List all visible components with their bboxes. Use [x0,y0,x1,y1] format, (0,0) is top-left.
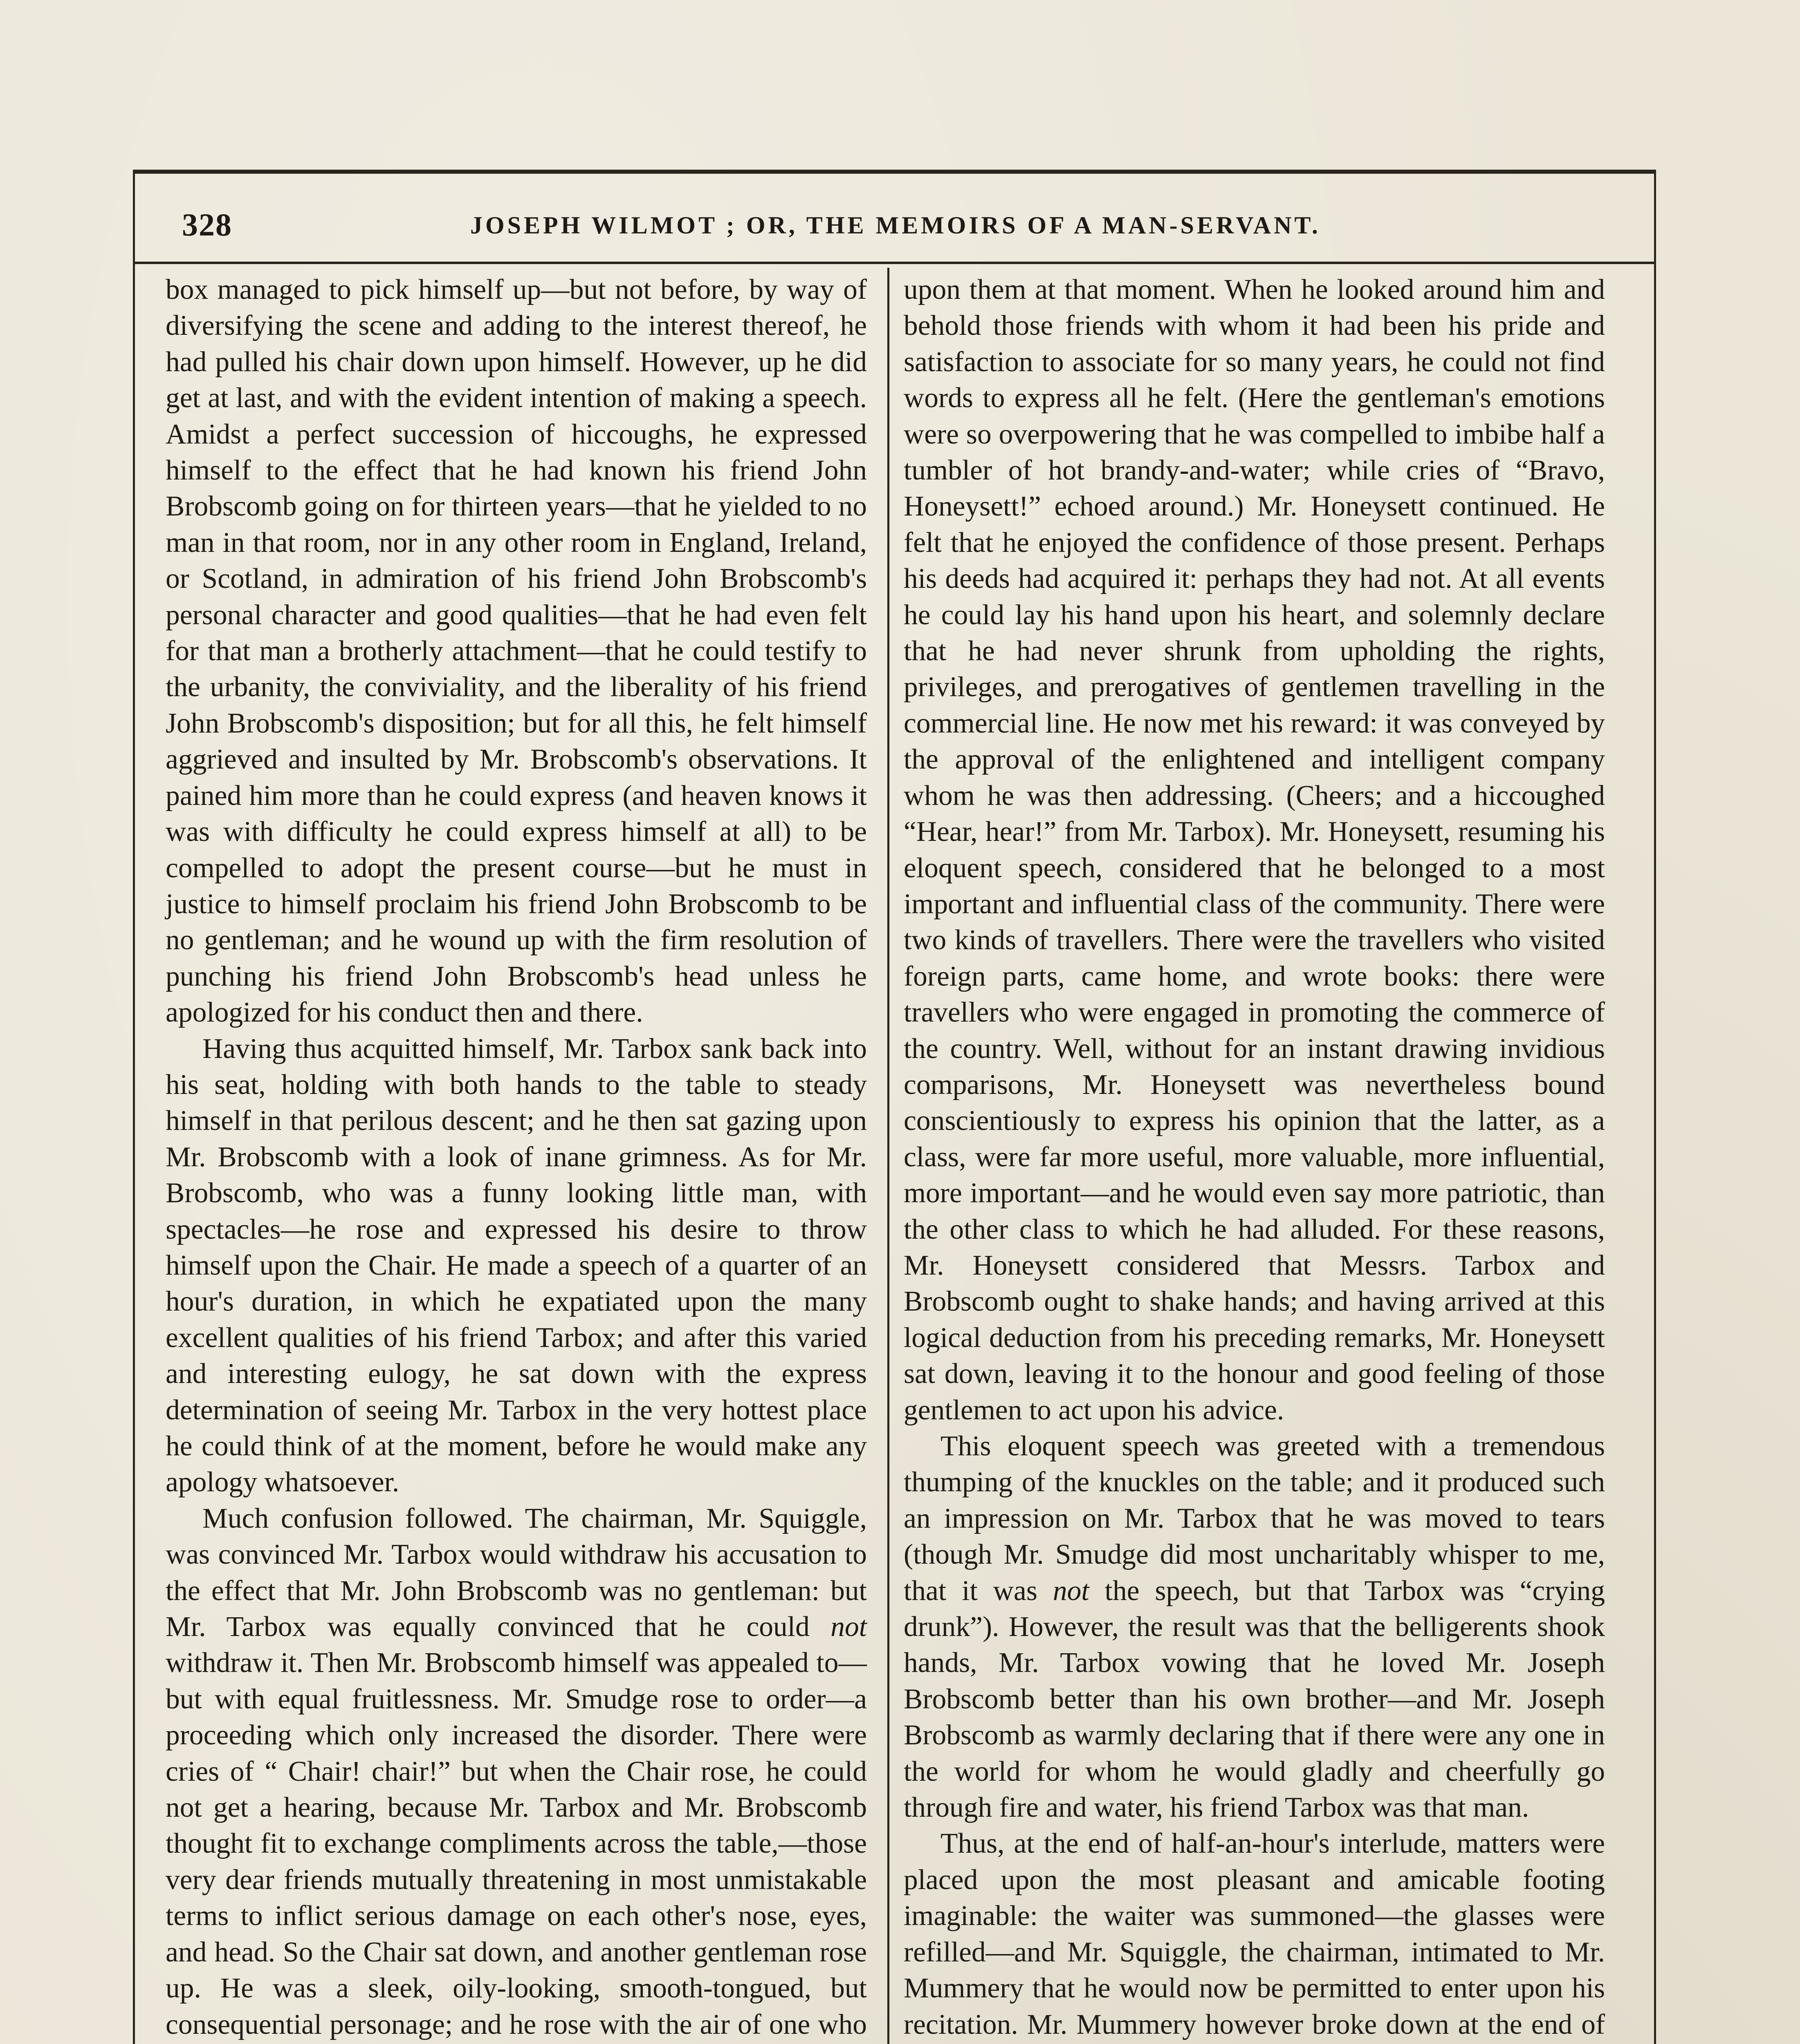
paragraph: box managed to pick himself up—but not before, by way of diversifying the scene and adding to the interest thereof, he had pulled his chair down upon himself. However, up he did get at last, and with the evident intention of making a speech. Amidst a perfect succession of hiccoughs, he expressed himself to the effect that he had known his friend John Brobscomb going on for thirteen years—that he yielded to no man in that room, nor in any other room in England, Ireland, or Scotland, in admiration of his friend John Brobscomb's personal character and good qualities—that he had even felt for that man a brotherly attachment—that he could testify to the urbanity, the conviviality, and the liberality of his friend John Brobscomb's disposition; but for all this, he felt himself aggrieved and insulted by Mr. Brobscomb's observations. It pained him more than he could express (and heaven knows it was with difficulty he could express himself at all) to be compelled to adopt the present course—but he must in justice to himself proclaim his friend John Brobscomb to be no gentleman; and he wound up with the firm resolution of punching his friend John Brobscomb's head unless he apologized for his conduct then and there. [166,274,867,1029]
running-title: JOSEPH WILMOT ; OR, THE MEMOIRS OF A MAN-SERVANT. [470,212,1321,239]
left-column [166,272,867,2044]
running-head [135,206,1654,251]
paragraph [166,1501,867,2044]
right-column [904,272,1605,2044]
emphasis-text: not [1053,1575,1089,1607]
header-rule [135,262,1654,264]
paragraph-text: withdraw it. Then Mr. Brobscomb himself was appealed to—but with equal fruitlessness. Mr. Smudge rose to order—a proceeding which only increased the disorder. There were cries of “ Chair! chair!” but when the Chair rose, he could not get a hearing, because Mr. Tarbox and Mr. Brobscomb thought fit to exchange compliments across the table,—those very dear friends mutually threatening in most unmistakable terms to inflict serious damage on each other's nose, eyes, and head. So the Chair sat down, and another gentleman rose up. He was a sleek, oily-looking, smooth-tongued, but consequential personage; and he rose with the air of one who [166,1647,867,2040]
paragraph-text: Much confusion followed. The chairman, Mr. Squiggle, was convinced Mr. Tarbox would withdraw his accusation to the effect that Mr. John Brobscomb was no gentleman: but Mr. Tarbox was equally convinced that he could [166,1502,867,1643]
paragraph: Thus, at the end of half-an-hour's interlude, matters were placed upon the most pleasant and amicable footing imaginable: the waiter was summoned—the glasses were refilled—and Mr. Squiggle, the chairman, intimated to Mr. Mummery that he would now be permitted to enter upon his recitation. Mr. Mummery however broke down at the end of [904,1828,1605,2040]
paragraph-text: This eloquent speech was greeted with a tremendous thumping of the knuckles on the table; and it produced such an impression on Mr. Tarbox that he was moved to tears (though Mr. Smudge did most uncharitably whisper to me, that it was [904,1430,1605,1607]
paragraph-text: the speech, but that Tarbox was “crying drunk”). However, the result was that the belligerents shook hands, Mr. Tarbox vowing that he loved Mr. Joseph Brobscomb better than his own brother—and Mr. Joseph Brobscomb as warmly declaring that if there were any one in the world for whom he would gladly and cheerfully go through fire and water, his friend Tarbox was that man. [904,1575,1605,1824]
column-divider [887,268,889,2044]
paragraph: Having thus acquitted himself, Mr. Tarbox sank back into his seat, holding with both hands to the table to steady himself in that perilous descent; and he then sat gazing upon Mr. Brobscomb with a look of inane grimness. As for Mr. Brobscomb, who was a funny looking little man, with spectacles—he rose and expressed his desire to throw himself upon the Chair. He made a speech of a quarter of an hour's duration, in which he expatiated upon the many excellent qualities of his friend Tarbox; and after this varied and interesting eulogy, he sat down with the express determination of seeing Mr. Tarbox in the very hottest place he could think of at the moment, before he would make any apology whatsoever. [166,1033,867,1498]
paragraph [904,1428,1605,1826]
paragraph: upon them at that moment. When he looked around him and behold those friends with whom it had been his pride and satisfaction to associate for so many years, he could not find words to express all he felt. (Here the gentleman's emotions were so overpowering that he was compelled to imbibe half a tumbler of hot brandy-and-water; while cries of “Bravo, Honeysett!” echoed around.) Mr. Honeysett continued. He felt that he enjoyed the confidence of those present. Perhaps his deeds had acquired it: perhaps they had not. At all events he could lay his hand upon his heart, and solemnly declare that he had never shrunk from upholding the rights, privileges, and prerogatives of gentlemen travelling in the commercial line. He now met his reward: it was conveyed by the approval of the enlightened and intelligent company whom he was then addressing. (Cheers; and a hiccoughed “Hear, hear!” from Mr. Tarbox). Mr. Honeysett, resuming his eloquent speech, considered that he belonged to a most important and influential class of the community. There were two kinds of travellers. There were the travellers who visited foreign parts, came home, and wrote books: there were travellers who were engaged in promoting the commerce of the country. Well, without for an instant drawing invidious comparisons, Mr. Honeysett was nevertheless bound conscientiously to express his opinion that the latter, as a class, were far more useful, more valuable, more influential, more important—and he would even say more patriotic, than the other class to which he had alluded. For these reasons, Mr. Honeysett considered that Messrs. Tarbox and Brobscomb ought to shake hands; and having arrived at this logical deduction from his preceding remarks, Mr. Honeysett sat down, leaving it to the honour and good feeling of those gentlemen to act upon his advice. [904,274,1605,1426]
emphasis-text: not [830,1611,867,1643]
page-number: 328 [182,207,232,242]
